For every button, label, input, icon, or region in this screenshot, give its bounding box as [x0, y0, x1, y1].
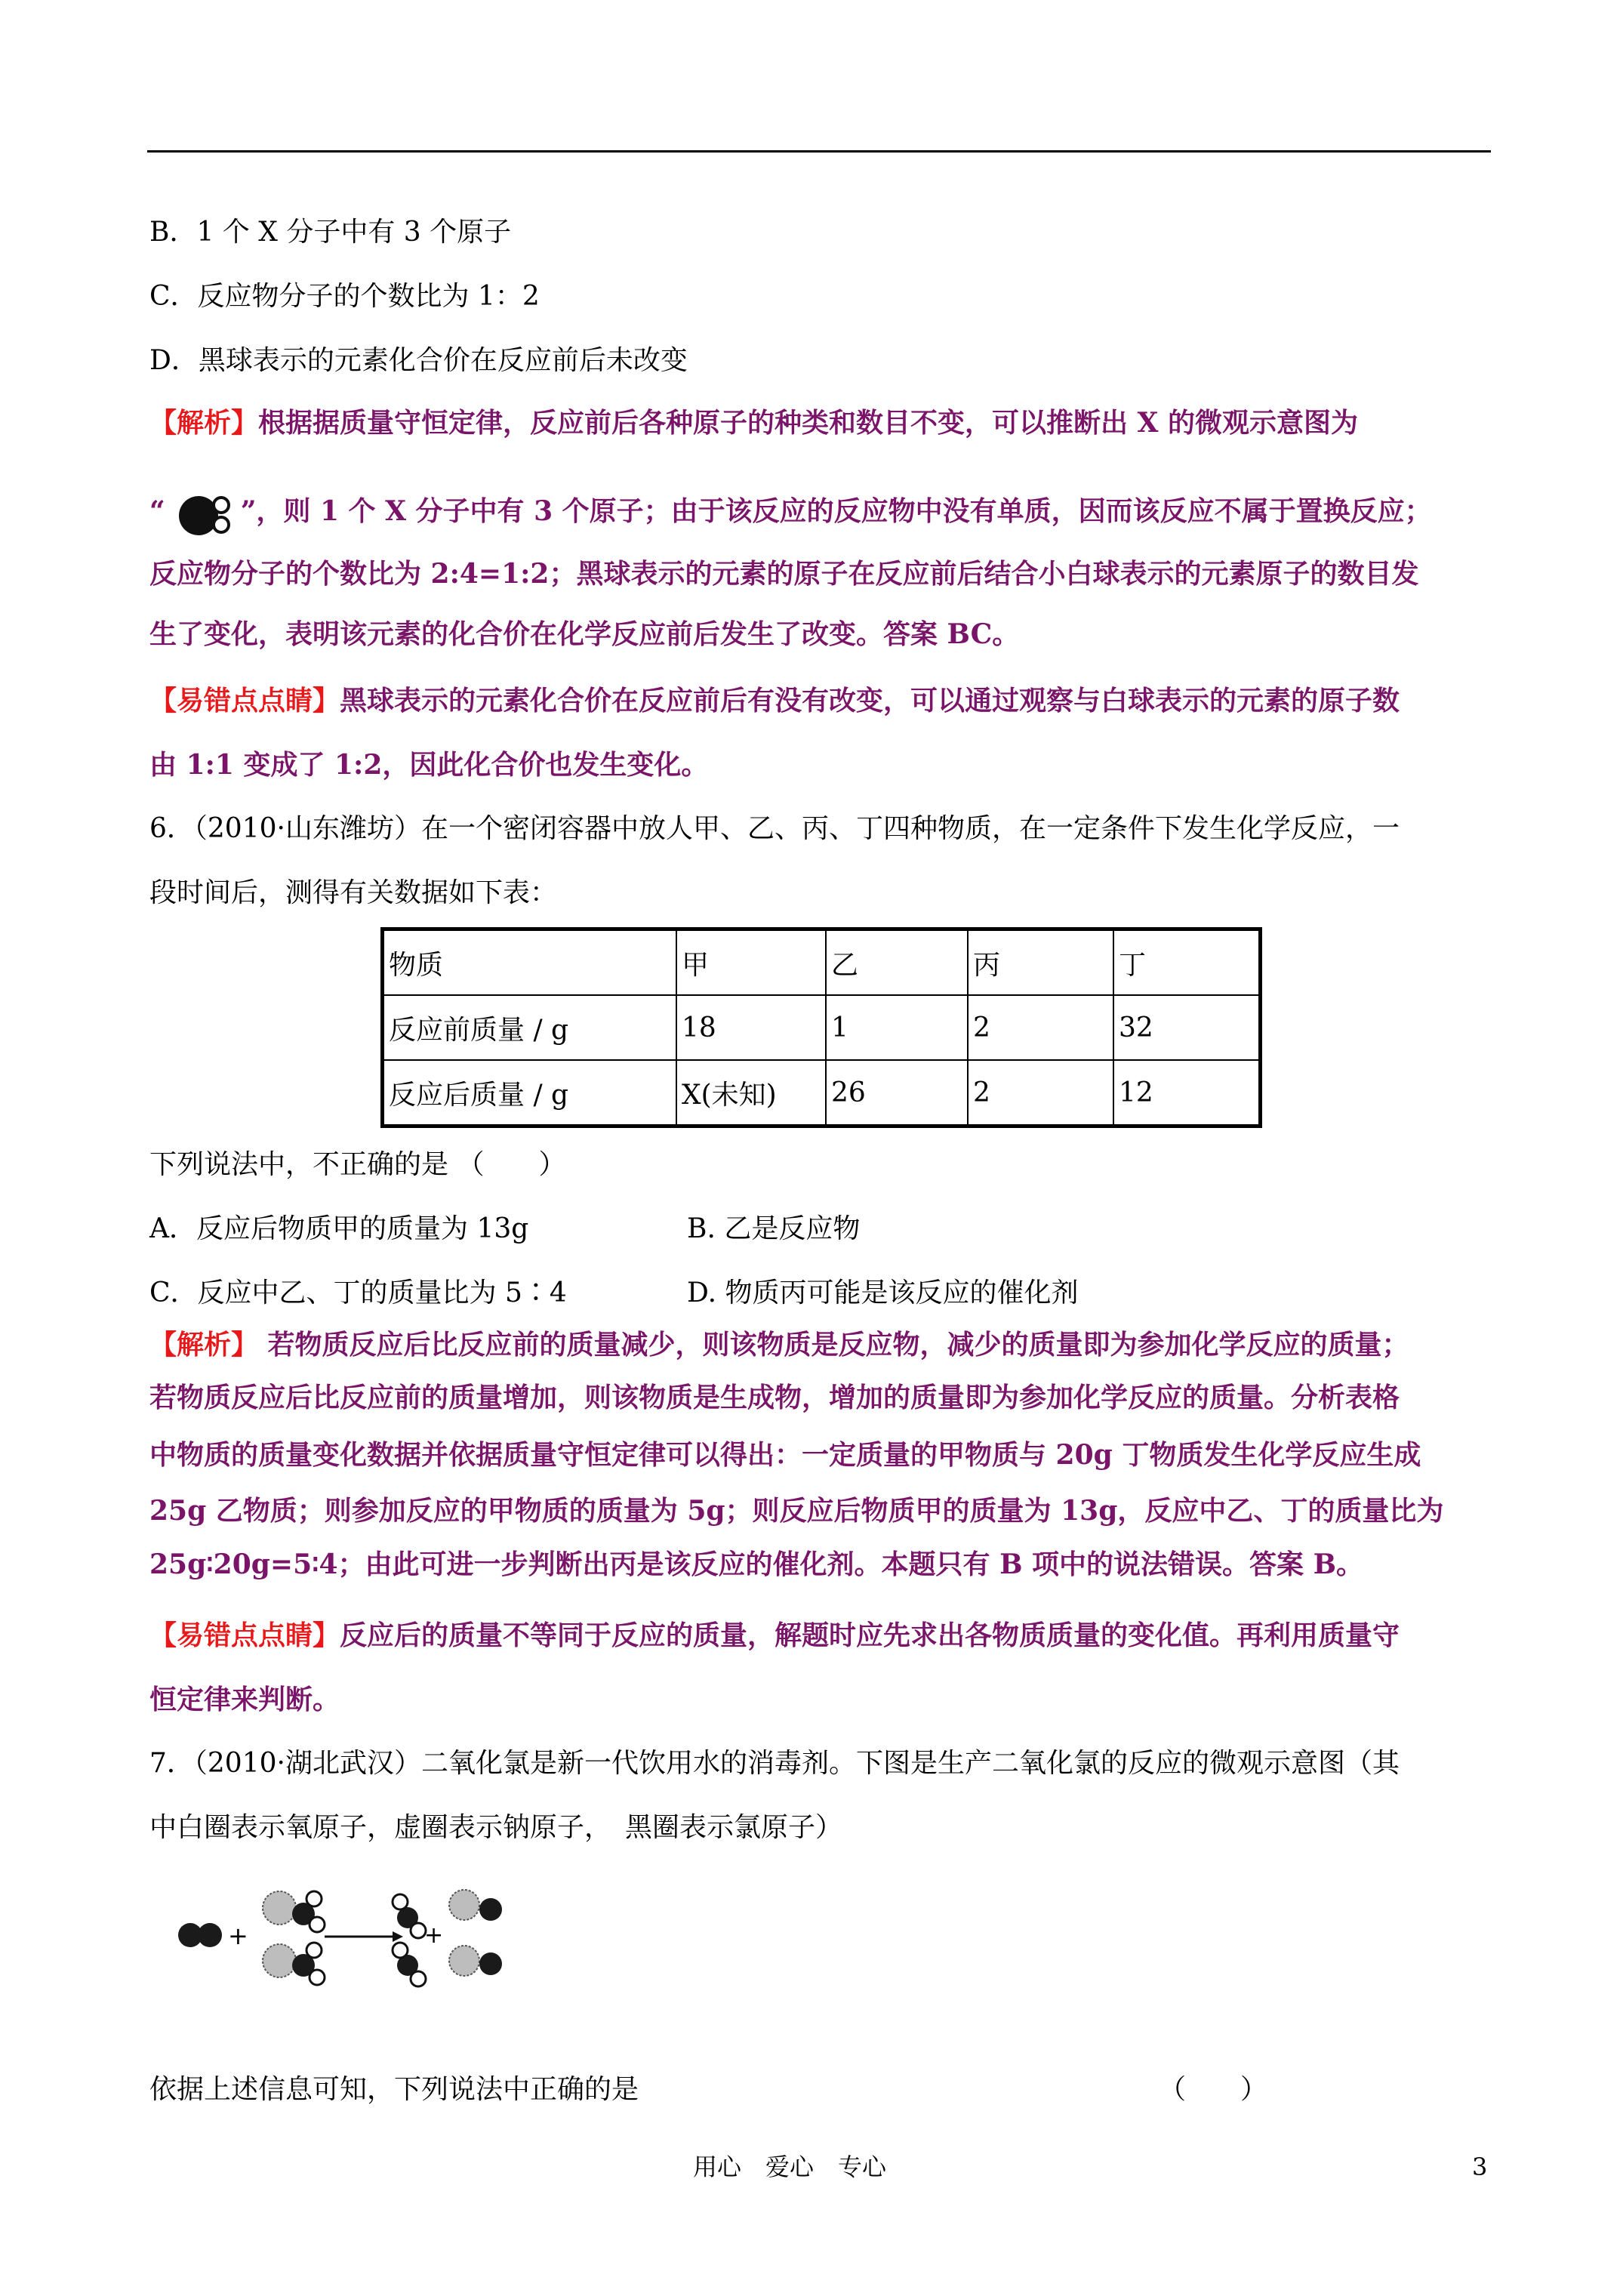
header-rule [147, 150, 1491, 153]
q6-line2: 段时间后，测得有关数据如下表： [149, 877, 558, 908]
analysis5-line4: 生了变化，表明该元素的化合价在化学反应前后发生了改变。答案 BC。 [149, 618, 1020, 650]
analysis6-line2: 若物质反应后比反应前的质量增加，则该物质是生成物，增加的质量即为参加化学反应的质量。分析表格 [149, 1382, 1400, 1413]
tip-tag: 【易错点点睛】 [149, 1620, 340, 1651]
footer-motto: 用心 爱心 专心 [693, 2153, 887, 2181]
q7-answer-paren: （ ） [1159, 2074, 1268, 2105]
tip6-line1: 【易错点点睛】反应后的质量不等同于反应的质量，解题时应先求出各物质质量的变化值。再利用质量守 [149, 1620, 1400, 1651]
table-row [383, 1060, 1261, 1126]
table-cell: 丙 [968, 929, 1113, 996]
analysis6-line4: 25g 乙物质；则参加反应的甲物质的质量为 5g；则反应后物质甲的质量为 13g，反应中乙、丁的质量比为 [149, 1495, 1444, 1527]
analysis6-line3: 中物质的质量变化数据并依据质量守恒定律可以得出：一定质量的甲物质与 20g 丁物质发生化学反应生成 [149, 1439, 1421, 1471]
analysis-tag: 【解析】 [149, 407, 259, 439]
x-molecule-icon [165, 487, 241, 540]
plus-sign: + [228, 1922, 248, 1950]
analysis5-line3: 反应物分子的个数比为 2:4=1:2；黑球表示的元素的原子在反应前后结合小白球表示的元素原子的数目发 [149, 558, 1419, 590]
product-clo2-top [393, 1894, 426, 1938]
q6-option-a: A．反应后物质甲的质量为 13g [149, 1213, 529, 1244]
table-cell: 反应后质量 / g [383, 1060, 677, 1126]
table-cell: 2 [968, 995, 1113, 1060]
tip5-line1: 【易错点点睛】黑球表示的元素化合价在反应前后有没有改变，可以通过观察与白球表示的元素的原子数 [149, 685, 1400, 717]
product-clo2-bottom [393, 1943, 426, 1986]
option-c: C．反应物分子的个数比为 1：2 [149, 281, 540, 312]
q6-option-c: C．反应中乙、丁的质量比为 5∶4 [149, 1277, 567, 1308]
arrow-head-icon [393, 1931, 403, 1942]
analysis5-line1: 【解析】根据据质量守恒定律，反应前后各种原子的种类和数目不变，可以推断出 X 的微观示意图为 [149, 407, 1359, 439]
analysis6-line1: 【解析】 若物质反应后比反应前的质量减少，则该物质是反应物，减少的质量即为参加化学反应的质量； [149, 1329, 1409, 1361]
option-d: D．黑球表示的元素化合价在反应前后未改变 [149, 345, 688, 376]
plus-sign: + [424, 1922, 444, 1949]
table-cell: 2 [968, 1060, 1113, 1126]
table-cell: 12 [1113, 1060, 1261, 1126]
reactant-molecule-top [263, 1891, 325, 1932]
analysis6-line5: 25g∶20g=5∶4；由此可进一步判断出丙是该反应的催化剂。本题只有 B 项中的说法错误。答案 B。 [149, 1549, 1363, 1580]
table-cell: 丁 [1113, 929, 1261, 996]
reactant-molecule-bottom [263, 1943, 325, 1985]
table-cell: 32 [1113, 995, 1261, 1060]
analysis5-line2: “ ”，则 1 个 X 分子中有 3 个原子；由于该反应的反应物中没有单质，因而该反应不属于置换反应； [149, 487, 1432, 540]
product-nacl-top [449, 1890, 502, 1921]
chlorine-molecule [178, 1923, 222, 1947]
q7-line2: 中白圈表示氧原子，虚圈表示钠原子， 黑圈表示氯原子） [149, 1812, 843, 1843]
table-cell: 1 [826, 995, 968, 1060]
analysis-tag: 【解析】 [149, 1329, 259, 1361]
q6-stem: 下列说法中，不正确的是 （ ） [149, 1149, 566, 1180]
tip6-line2: 恒定律来判断。 [149, 1684, 340, 1715]
product-nacl-bottom [449, 1946, 502, 1976]
table-row [383, 995, 1261, 1060]
table-cell: X(未知) [676, 1060, 826, 1126]
table-header-row [383, 929, 1261, 996]
tip-tag: 【易错点点睛】 [149, 685, 340, 717]
mass-table [380, 927, 1262, 1128]
q6-option-d: D. 物质丙可能是该反应的催化剂 [687, 1277, 1079, 1308]
page-number: 3 [1472, 2153, 1488, 2181]
table-cell: 18 [676, 995, 826, 1060]
option-b: B．1 个 X 分子中有 3 个原子 [149, 217, 512, 248]
table-cell: 物质 [383, 929, 677, 996]
q6-option-b: B. 乙是反应物 [687, 1213, 861, 1244]
q6-line1: 6．（2010·山东潍坊）在一个密闭容器中放人甲、乙、丙、丁四种物质，在一定条件下发生化学反应，一 [149, 813, 1400, 844]
q7-stem: 依据上述信息可知，下列说法中正确的是 [149, 2074, 639, 2105]
table-cell: 反应前质量 / g [383, 995, 677, 1060]
q7-line1: 7．（2010·湖北武汉）二氧化氯是新一代饮用水的消毒剂。下图是生产二氧化氯的反应的微观示意图（其 [149, 1748, 1400, 1779]
reaction-diagram [174, 1876, 521, 1989]
table-cell: 甲 [676, 929, 826, 996]
tip5-line2: 由 1:1 变成了 1:2，因此化合价也发生变化。 [149, 749, 709, 781]
table-cell: 乙 [826, 929, 968, 996]
table-cell: 26 [826, 1060, 968, 1126]
